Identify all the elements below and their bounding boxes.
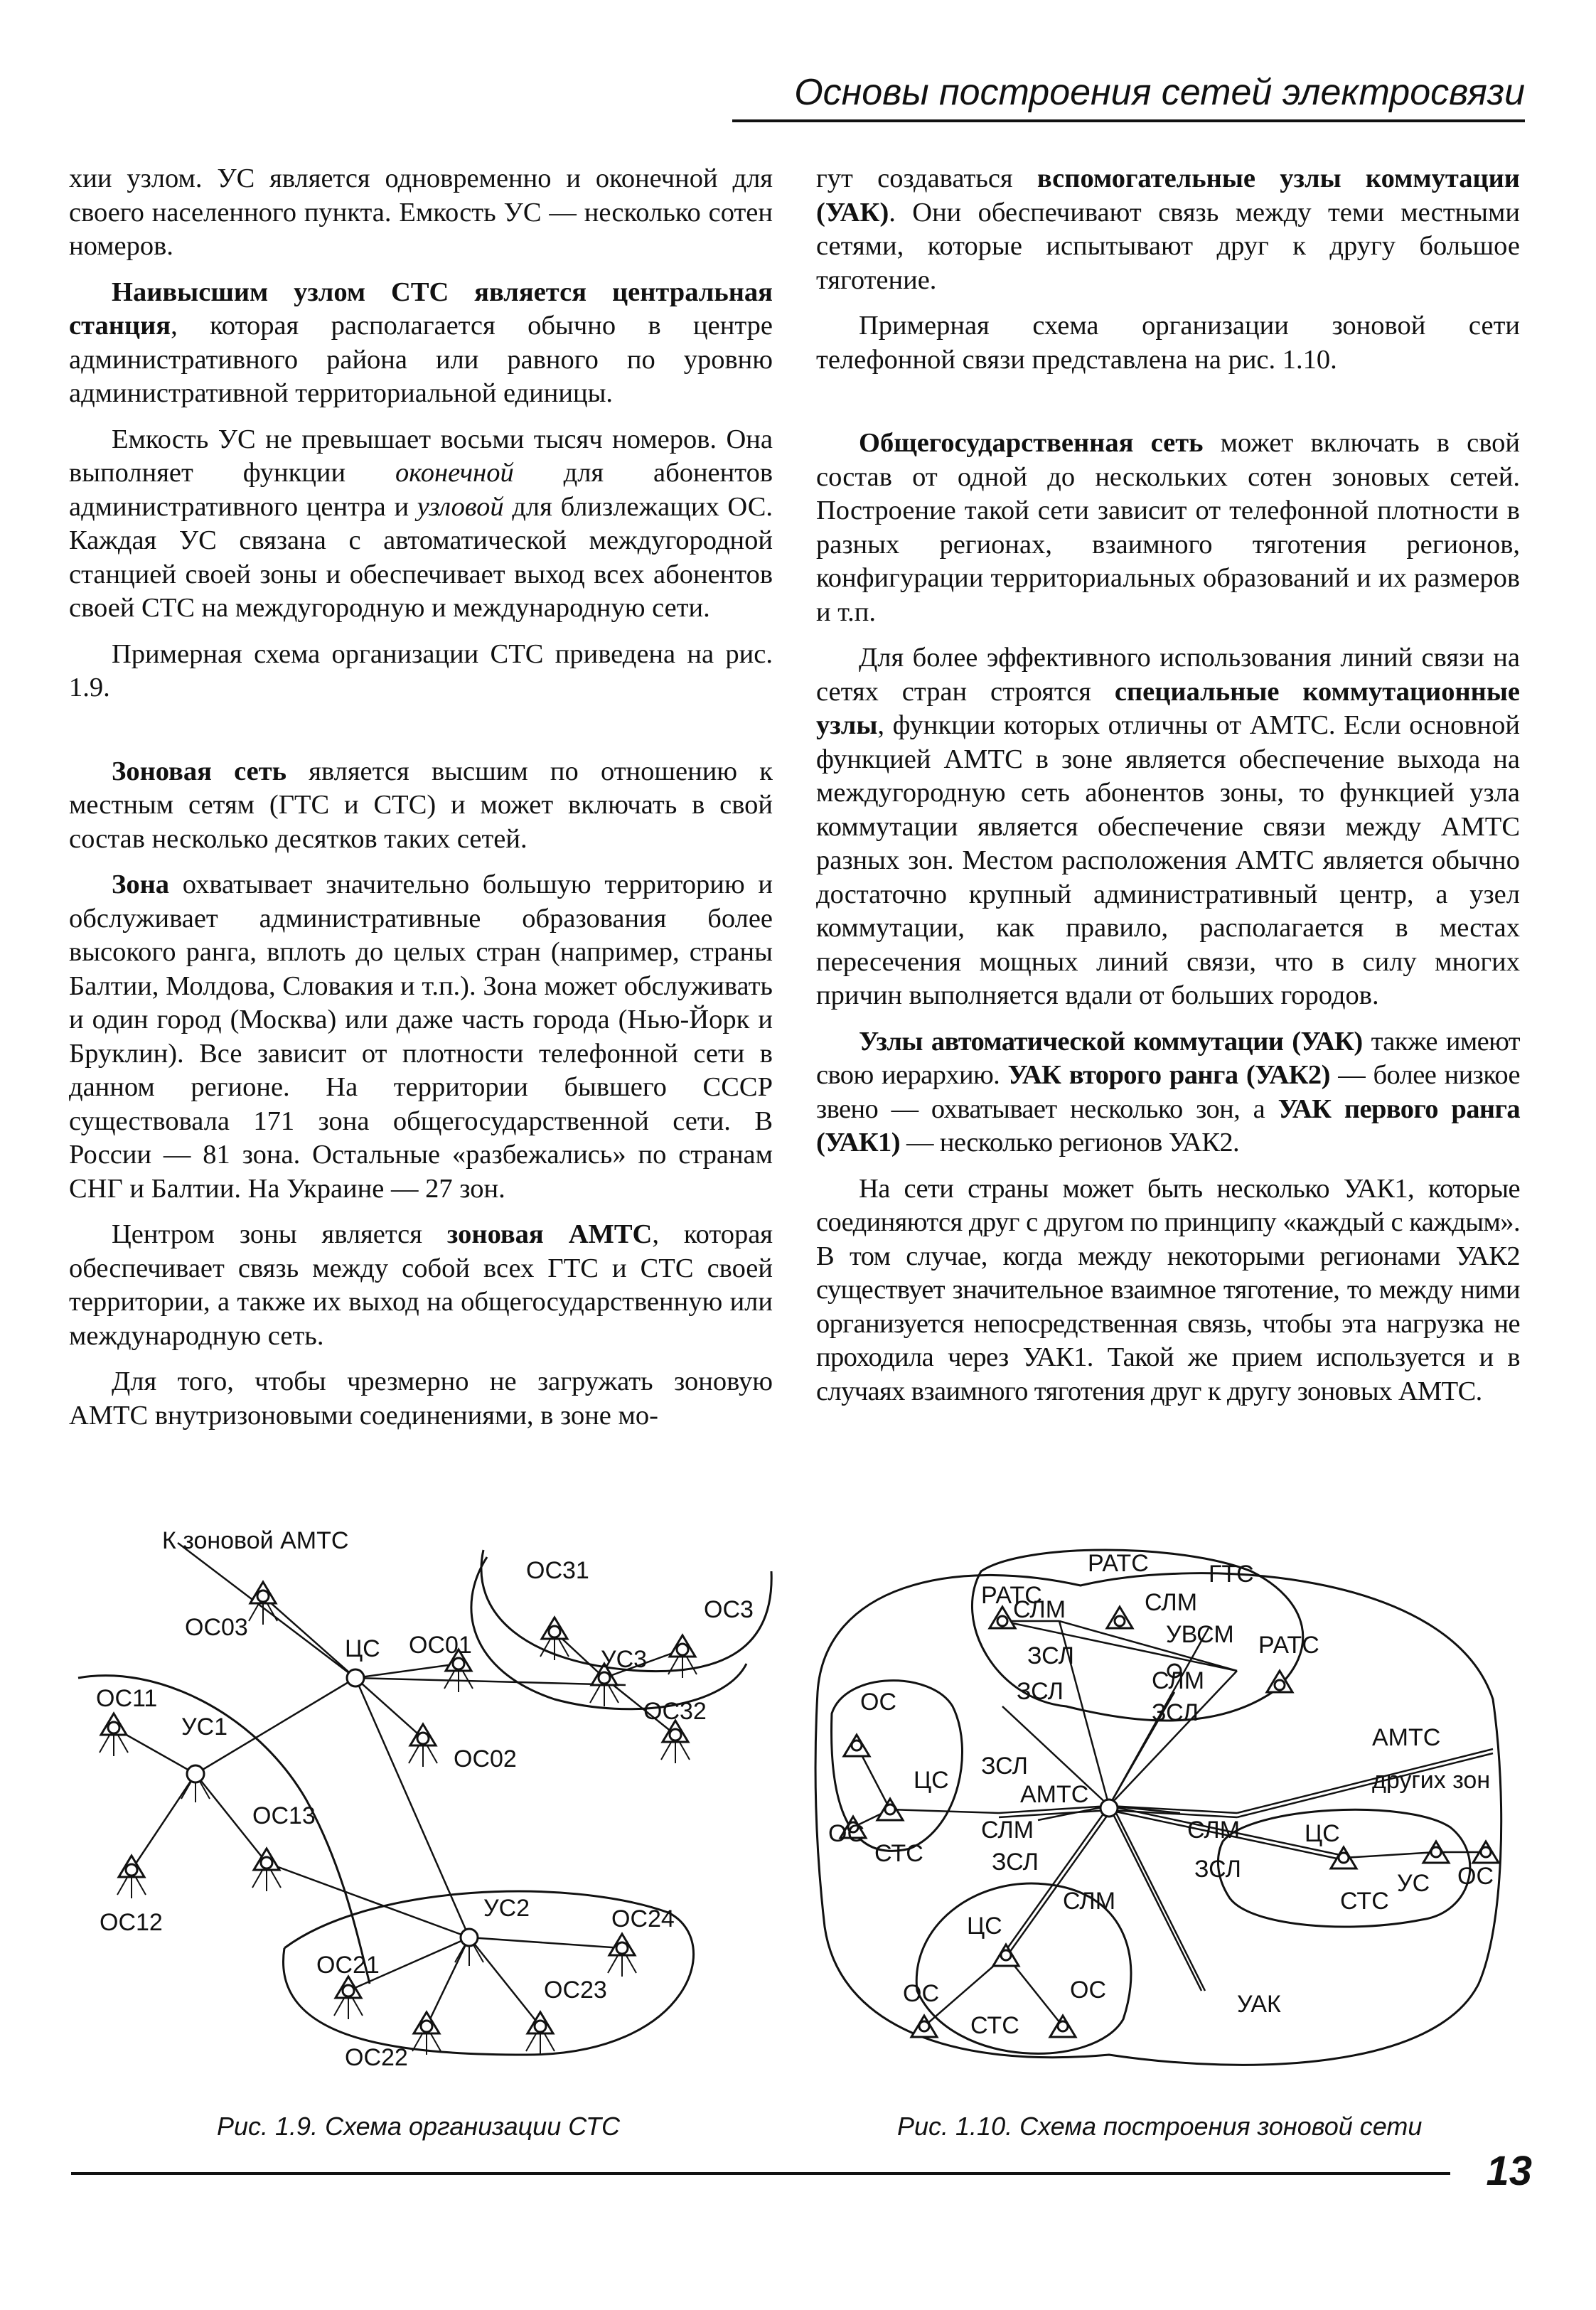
label-os-e: ОС bbox=[1070, 1977, 1106, 2004]
label-rats-3: РАТС bbox=[1258, 1632, 1319, 1659]
label-os22: ОС22 bbox=[345, 2044, 408, 2071]
label-os02: ОС02 bbox=[454, 1745, 517, 1772]
left-paragraph-1: хии узлом. УС является одновременно и оконечной для своего населенного пункта. Емкость УС — несколько сотен номеров. bbox=[69, 164, 773, 261]
label-slm-1: СЛМ bbox=[1013, 1596, 1066, 1623]
left-paragraph-2: Наивысшим узлом СТС является центральная станция, которая располагается обычно в центре административного района или равного по уровню административной территориальной единицы. bbox=[69, 277, 773, 408]
term-zonal-amts: зоновая АМТС bbox=[446, 1219, 653, 1249]
label-cs: ЦС bbox=[345, 1635, 380, 1662]
label-cs-a: ЦС bbox=[914, 1767, 949, 1794]
figure-1-9-caption: Рис. 1.9. Схема организации СТС bbox=[217, 2112, 621, 2141]
label-os31: ОС31 bbox=[526, 1557, 589, 1584]
left-paragraph-7: Центром зоны является зоновая АМТС, которая обеспечивает связь между собой всех ГТС и СТС своей территории, а также их выход на общегосударственную или международную сеть. bbox=[69, 1219, 773, 1351]
label-os23: ОС23 bbox=[544, 1977, 607, 2004]
term-uak-aux: вспомогательные узлы коммутации (УАК) bbox=[816, 164, 1520, 228]
label-sts-a: СТС bbox=[874, 1840, 923, 1867]
term-central-station: Наивысшим узлом СТС является центральная станция bbox=[69, 277, 773, 341]
label-cs-b: ЦС bbox=[1305, 1820, 1340, 1847]
label-other-zones: других зон bbox=[1372, 1767, 1491, 1794]
label-os01: ОС01 bbox=[409, 1632, 472, 1659]
right-column bbox=[816, 162, 1520, 1421]
figure-1-10-diagram bbox=[810, 1529, 1507, 2083]
label-os-b: ОС bbox=[828, 1820, 864, 1847]
label-sts-b: СТС bbox=[1340, 1888, 1389, 1915]
label-gts: ГТС bbox=[1209, 1561, 1254, 1588]
label-os21: ОС21 bbox=[316, 1952, 380, 1979]
figure-1-10-caption: Рис. 1.10. Схема построения зоновой сети bbox=[897, 2112, 1423, 2141]
label-slm-3: СЛМ bbox=[1152, 1667, 1205, 1694]
right-paragraph-5: Узлы автоматической коммутации (УАК) также имеют свою иерархию. УАК второго ранга (УАК2) — более низкое звено — охватывает несколько зон, а УАК первого ранга (УАК1) — несколько регионов УАК2. bbox=[816, 1026, 1520, 1157]
header-rule bbox=[732, 119, 1525, 122]
term-zone-network: Зоновая сеть bbox=[112, 756, 287, 786]
right-paragraph-6: На сети страны может быть несколько УАК1, которые соединяются друг с другом по принципу «каждый с каждым». В том случае, когда между некоторыми регионами УАК2 существует значительное взаимное тяготение, то между ними организуется непосредственная связь, чтобы эта нагрузка не проходила через УАК1. Такой же прием используется и в случаях взаимного тяготения друг к другу зоновых АМТС. bbox=[816, 1173, 1520, 1406]
label-uvsm: УВСМ bbox=[1166, 1621, 1234, 1648]
label-slm-5: СЛМ bbox=[1063, 1888, 1116, 1915]
running-header: Основы построения сетей электросвязи bbox=[794, 72, 1525, 113]
term-zone: Зона bbox=[112, 870, 170, 899]
label-os12: ОС12 bbox=[100, 1909, 163, 1936]
label-to-amts: К зоновой АМТС bbox=[162, 1527, 349, 1554]
label-us2: УС2 bbox=[483, 1895, 530, 1922]
node-amts bbox=[1100, 1800, 1118, 1817]
term-special-nodes: специальные коммутационные узлы bbox=[816, 676, 1520, 740]
label-os11: ОС11 bbox=[96, 1685, 158, 1712]
node-us1 bbox=[187, 1765, 204, 1782]
label-us1: УС1 bbox=[181, 1713, 228, 1740]
label-os-c: ОС bbox=[1457, 1863, 1494, 1890]
term-uak: Узлы автоматической коммутации (УАК) bbox=[859, 1026, 1363, 1057]
left-paragraph-8: Для того, чтобы чрезмерно не загружать зоновую АМТС внутризоновыми соединениями, в зоне мо- bbox=[69, 1367, 773, 1431]
term-uak1: УАК первого ранга (УАК1) bbox=[816, 1093, 1520, 1157]
label-sts-c: СТС bbox=[970, 2012, 1019, 2039]
term-national-network: Общегосударственная сеть bbox=[859, 428, 1204, 458]
label-slm-4: СЛМ bbox=[981, 1817, 1034, 1844]
label-zsl-6: ЗСЛ bbox=[1194, 1856, 1241, 1883]
footer-rule bbox=[71, 2172, 1450, 2175]
label-os13: ОС13 bbox=[252, 1802, 316, 1829]
label-us-b: УС bbox=[1397, 1870, 1430, 1897]
right-paragraph-2: Примерная схема организации зоновой сети телефонной связи представлена на рис. 1.10. bbox=[816, 311, 1520, 375]
right-paragraph-3: Общегосударственная сеть может включать в свой состав от одной до нескольких сотен зоновых сетей. Построение такой сети зависит от телефонной плотности в разных регионах, взаимного тяготения регионов, конфигурации территориальных образований и их размеров и т.п. bbox=[816, 428, 1520, 627]
label-zsl-5: ЗСЛ bbox=[992, 1849, 1039, 1876]
label-zsl-2: ЗСЛ bbox=[1017, 1678, 1064, 1705]
left-paragraph-4: Примерная схема организации СТС приведена на рис. 1.9. bbox=[69, 638, 773, 702]
label-amts-center: АМТС bbox=[1020, 1781, 1089, 1808]
label-slm-6: СЛМ bbox=[1187, 1817, 1241, 1844]
left-column bbox=[69, 162, 773, 1445]
figure-1-9-diagram bbox=[71, 1529, 782, 2069]
label-os-a: ОС bbox=[860, 1689, 896, 1716]
label-us3: УС3 bbox=[601, 1646, 648, 1673]
label-zsl-3: ЗСЛ bbox=[1152, 1699, 1199, 1726]
label-slm-2: СЛМ bbox=[1145, 1589, 1198, 1616]
label-os-d: ОС bbox=[903, 1980, 939, 2007]
label-cs-c: ЦС bbox=[967, 1913, 1002, 1940]
term-uak2: УАК второго ранга (УАК2) bbox=[1007, 1060, 1330, 1090]
left-paragraph-5: Зоновая сеть является высшим по отношению к местным сетям (ГТС и СТС) и может включать в свой состав несколько десятков таких сетей. bbox=[69, 756, 773, 854]
label-os32: ОС32 bbox=[643, 1698, 707, 1725]
label-os3: ОС3 bbox=[704, 1596, 754, 1623]
label-zsl-1: ЗСЛ bbox=[1027, 1642, 1074, 1669]
label-zsl-4: ЗСЛ bbox=[981, 1753, 1028, 1780]
right-paragraph-4: Для более эффективного использования линий связи на сетях стран строятся специальные коммутационные узлы, функции которых отличны от АМТС. Если основной функцией АМТС в зоне является обеспечение выхода на междугородную сеть абонентов зоны, то функцией узла коммутации является обеспечение связи между АМТС разных зон. Местом расположения АМТС является обычно достаточно крупный административный центр, а узел коммутации, как правило, располагается в местах пересечения мощных линий связи, что в силу многих причин выполняется вдали от больших городов. bbox=[816, 643, 1520, 1010]
label-amts-right: АМТС bbox=[1372, 1724, 1441, 1751]
label-os24: ОС24 bbox=[611, 1905, 675, 1932]
left-paragraph-6: Зона охватывает значительно большую территорию и обслуживает административные образования более высокого ранга, вплоть до целых стран (например, страны Балтии, Молдова, Словакия и т.п.). Зона может обслуживать и один город (Москва) или даже часть города (Нью-Йорк и Бруклин). Все зависит от плотности телефонной сети в данном регионе. На территории бывшего СССР существовала 171 зона общегосударственной сети. В России — 81 зона. Остальные «разбежались» по странам СНГ и Балтии. На Украине — 27 зон. bbox=[69, 870, 773, 1204]
label-rats-1: РАТС bbox=[981, 1582, 1042, 1609]
node-cs bbox=[347, 1669, 364, 1686]
label-rats-2: РАТС bbox=[1088, 1550, 1149, 1577]
left-paragraph-3: Емкость УС не превышает восьми тысяч номеров. Она выполняет функции оконечной для абонентов административного центра и узловой для близлежащих ОС. Каждая УС связана с автоматической междугородной станцией своей зоны и обеспечивает выход всех абонентов своей СТС на междугородную и международную сети. bbox=[69, 424, 773, 623]
right-paragraph-1: гут создаваться вспомогательные узлы коммутации (УАК). Они обеспечивают связь между теми местными сетями, которые испытывают друг к другу большое тяготение. bbox=[816, 164, 1520, 295]
label-uak: УАК bbox=[1237, 1991, 1281, 2018]
node-us2 bbox=[461, 1929, 478, 1946]
page-number: 13 bbox=[1486, 2148, 1532, 2194]
label-os03: ОС03 bbox=[185, 1614, 248, 1641]
